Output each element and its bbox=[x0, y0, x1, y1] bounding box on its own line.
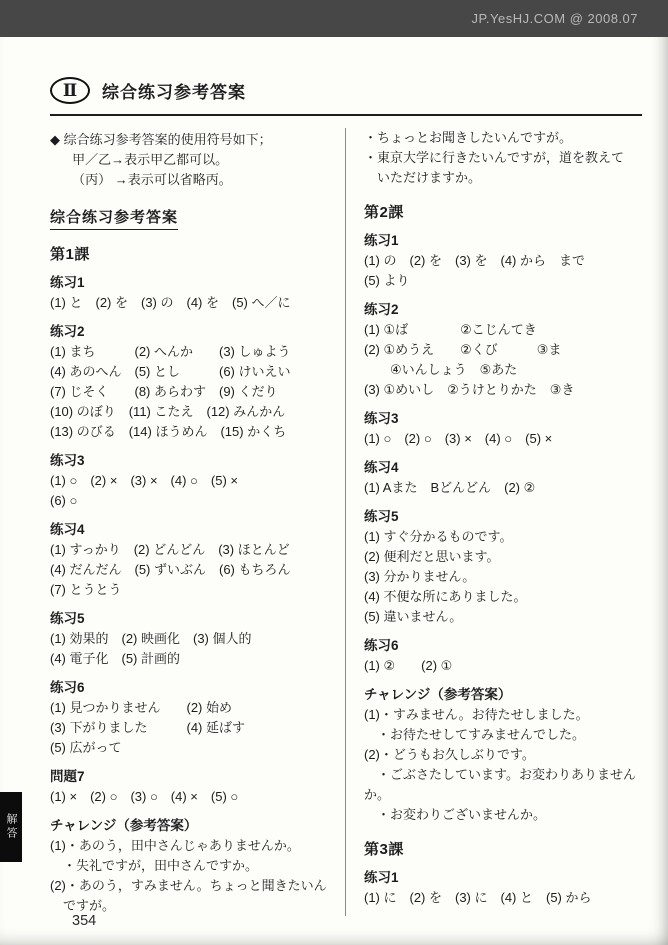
answer-line: (7) とうとう bbox=[50, 582, 122, 597]
exercise-heading: 练习2 bbox=[50, 324, 85, 339]
lesson-heading: 第2課 bbox=[364, 204, 404, 221]
left-column-blocks bbox=[50, 243, 331, 916]
left-column bbox=[50, 128, 346, 916]
answer-block bbox=[364, 229, 642, 291]
right-column-blocks bbox=[364, 128, 642, 908]
answer-line: (1) × (2) ○ (3) ○ (4) × (5) ○ bbox=[50, 789, 239, 804]
answer-line: (2)・あのう，すみません。ちょっと聞きたいん bbox=[50, 878, 327, 893]
exercise-heading: 练习5 bbox=[50, 611, 85, 626]
answer-block bbox=[50, 271, 331, 313]
answer-line: (1) ○ (2) × (3) × (4) ○ (5) × bbox=[50, 473, 238, 488]
side-tab-label: 解答 bbox=[5, 813, 17, 841]
answer-line: (6) ○ bbox=[50, 493, 78, 508]
answer-line: (1) の (2) を (3) を (4) から まで bbox=[364, 253, 586, 268]
watermark-text: JP.YesHJ.COM @ 2008.07 bbox=[471, 11, 638, 26]
answer-line: (10) のぼり (11) こたえ (12) みんかん bbox=[50, 404, 286, 419]
answer-line: ですが。 bbox=[50, 898, 116, 913]
answer-line: (3) 分かりません。 bbox=[364, 569, 476, 584]
answer-line: (5) 広がって bbox=[50, 740, 122, 755]
answer-line: ・ちょっとお聞きしたいんですが。 bbox=[364, 130, 573, 145]
answer-line: ・ごぶさたしています。お変わりありませんか。 bbox=[364, 767, 636, 802]
answer-block bbox=[364, 505, 642, 627]
page-content bbox=[0, 77, 668, 916]
answer-block bbox=[50, 765, 331, 807]
answer-block bbox=[50, 449, 331, 511]
exercise-heading: 练习5 bbox=[364, 509, 399, 524]
answer-line: ・失礼ですが，田中さんですか。 bbox=[50, 858, 259, 873]
lesson-heading: 第1課 bbox=[50, 246, 90, 263]
answer-line: (1) ①ば ②こじんてき bbox=[364, 322, 537, 337]
answer-line: (1) すっかり (2) どんどん (3) ほとんど bbox=[50, 542, 290, 557]
answer-block bbox=[50, 320, 331, 442]
answer-block bbox=[364, 407, 642, 449]
side-tab bbox=[0, 792, 22, 862]
exercise-heading: チャレンジ（参考答案） bbox=[364, 687, 512, 702]
answer-block bbox=[50, 518, 331, 600]
section-heading: 综合练习参考答案 bbox=[50, 206, 178, 230]
answer-line: (1) まち (2) へんか (3) しゅよう bbox=[50, 344, 291, 359]
exercise-heading: 练习3 bbox=[364, 411, 399, 426]
answer-line: ・お変わりございませんか。 bbox=[364, 807, 547, 822]
usage-note bbox=[50, 130, 331, 190]
usage-note-line: （丙） →表示可以省略丙。 bbox=[72, 172, 232, 187]
answer-line: (4) あのへん (5) とし (6) けいえい bbox=[50, 364, 291, 379]
answer-line: (1)・すみません。お待たせしました。 bbox=[364, 707, 589, 722]
exercise-heading: 练习4 bbox=[364, 460, 399, 475]
answer-line: (1) 見つかりません (2) 始め bbox=[50, 700, 233, 715]
answer-line: (2)・どうもお久しぶりです。 bbox=[364, 747, 535, 762]
chapter-header bbox=[50, 77, 642, 116]
answer-line: (2) 便利だと思います。 bbox=[364, 549, 500, 564]
exercise-heading: 练习6 bbox=[364, 638, 399, 653]
answer-line: (4) 不便な所にありました。 bbox=[364, 589, 527, 604]
answer-line: (3) 下がりました (4) 延ばす bbox=[50, 720, 246, 735]
answer-line: (1)・あのう，田中さんじゃありませんか。 bbox=[50, 838, 300, 853]
exercise-heading: 练习2 bbox=[364, 302, 399, 317]
answer-line: (7) じそく (8) あらわす (9) くだり bbox=[50, 384, 278, 399]
answer-block bbox=[364, 866, 642, 908]
answer-line: いただけますか。 bbox=[364, 170, 482, 185]
answer-line: (13) のびる (14) ほうめん (15) かくち bbox=[50, 424, 287, 439]
exercise-heading: 练习1 bbox=[364, 870, 399, 885]
answer-line: (3) ①めいし ②うけとりかた ③き bbox=[364, 382, 575, 397]
answer-block bbox=[364, 683, 642, 825]
answer-block bbox=[364, 634, 642, 676]
answer-line: (5) より bbox=[364, 273, 410, 288]
watermark-bar bbox=[0, 0, 668, 37]
exercise-heading: 练习3 bbox=[50, 453, 85, 468]
answer-line: ・東京大学に行きたいんですが，道を教えて bbox=[364, 150, 625, 165]
answer-line: (5) 違いません。 bbox=[364, 609, 463, 624]
page-number: 354 bbox=[72, 913, 97, 929]
answer-block bbox=[50, 814, 331, 916]
exercise-heading: 练习6 bbox=[50, 680, 85, 695]
answer-block bbox=[364, 128, 642, 188]
lesson-heading: 第3課 bbox=[364, 841, 404, 858]
answer-line: (1) すぐ分かるものです。 bbox=[364, 529, 513, 544]
answer-line: ・お待たせしてすみませんでした。 bbox=[364, 727, 586, 742]
answer-line: (4) 電子化 (5) 計画的 bbox=[50, 651, 181, 666]
exercise-heading: 练习4 bbox=[50, 522, 85, 537]
answer-block bbox=[50, 607, 331, 669]
answer-block bbox=[364, 201, 642, 222]
answer-line: ④いんしょう ⑤あた bbox=[364, 362, 518, 377]
answer-line: (1) ○ (2) ○ (3) × (4) ○ (5) × bbox=[364, 431, 553, 446]
answer-block bbox=[364, 298, 642, 400]
answer-line: (4) だんだん (5) ずいぶん (6) もちろん bbox=[50, 562, 291, 577]
answer-line: (1) と (2) を (3) の (4) を (5) へ／に bbox=[50, 295, 291, 310]
exercise-heading: 练习1 bbox=[364, 233, 399, 248]
exercise-heading: 练习1 bbox=[50, 275, 85, 290]
answer-block bbox=[50, 676, 331, 758]
two-column-layout bbox=[50, 128, 642, 916]
answer-block bbox=[50, 243, 331, 264]
answer-block bbox=[364, 838, 642, 859]
answer-line: (1) 効果的 (2) 映画化 (3) 個人的 bbox=[50, 631, 252, 646]
answer-block bbox=[364, 456, 642, 498]
chapter-title: 综合练习参考答案 bbox=[102, 83, 246, 102]
usage-note-line: 甲／乙→表示甲乙都可以。 bbox=[72, 152, 229, 167]
answer-line: (1) ② (2) ① bbox=[364, 658, 453, 673]
exercise-heading: 問題7 bbox=[50, 769, 85, 784]
usage-note-line: ◆ 综合练习参考答案的使用符号如下； bbox=[50, 132, 272, 147]
answer-line: (1) Aまた Bどんどん (2) ② bbox=[364, 480, 536, 495]
answer-line: (1) に (2) を (3) に (4) と (5) から bbox=[364, 890, 592, 905]
answer-line: (2) ①めうえ ②くび ③ま bbox=[364, 342, 562, 357]
right-column bbox=[346, 128, 642, 916]
section-number-badge: Ⅱ bbox=[50, 77, 90, 104]
exercise-heading: チャレンジ（参考答案） bbox=[50, 818, 198, 833]
